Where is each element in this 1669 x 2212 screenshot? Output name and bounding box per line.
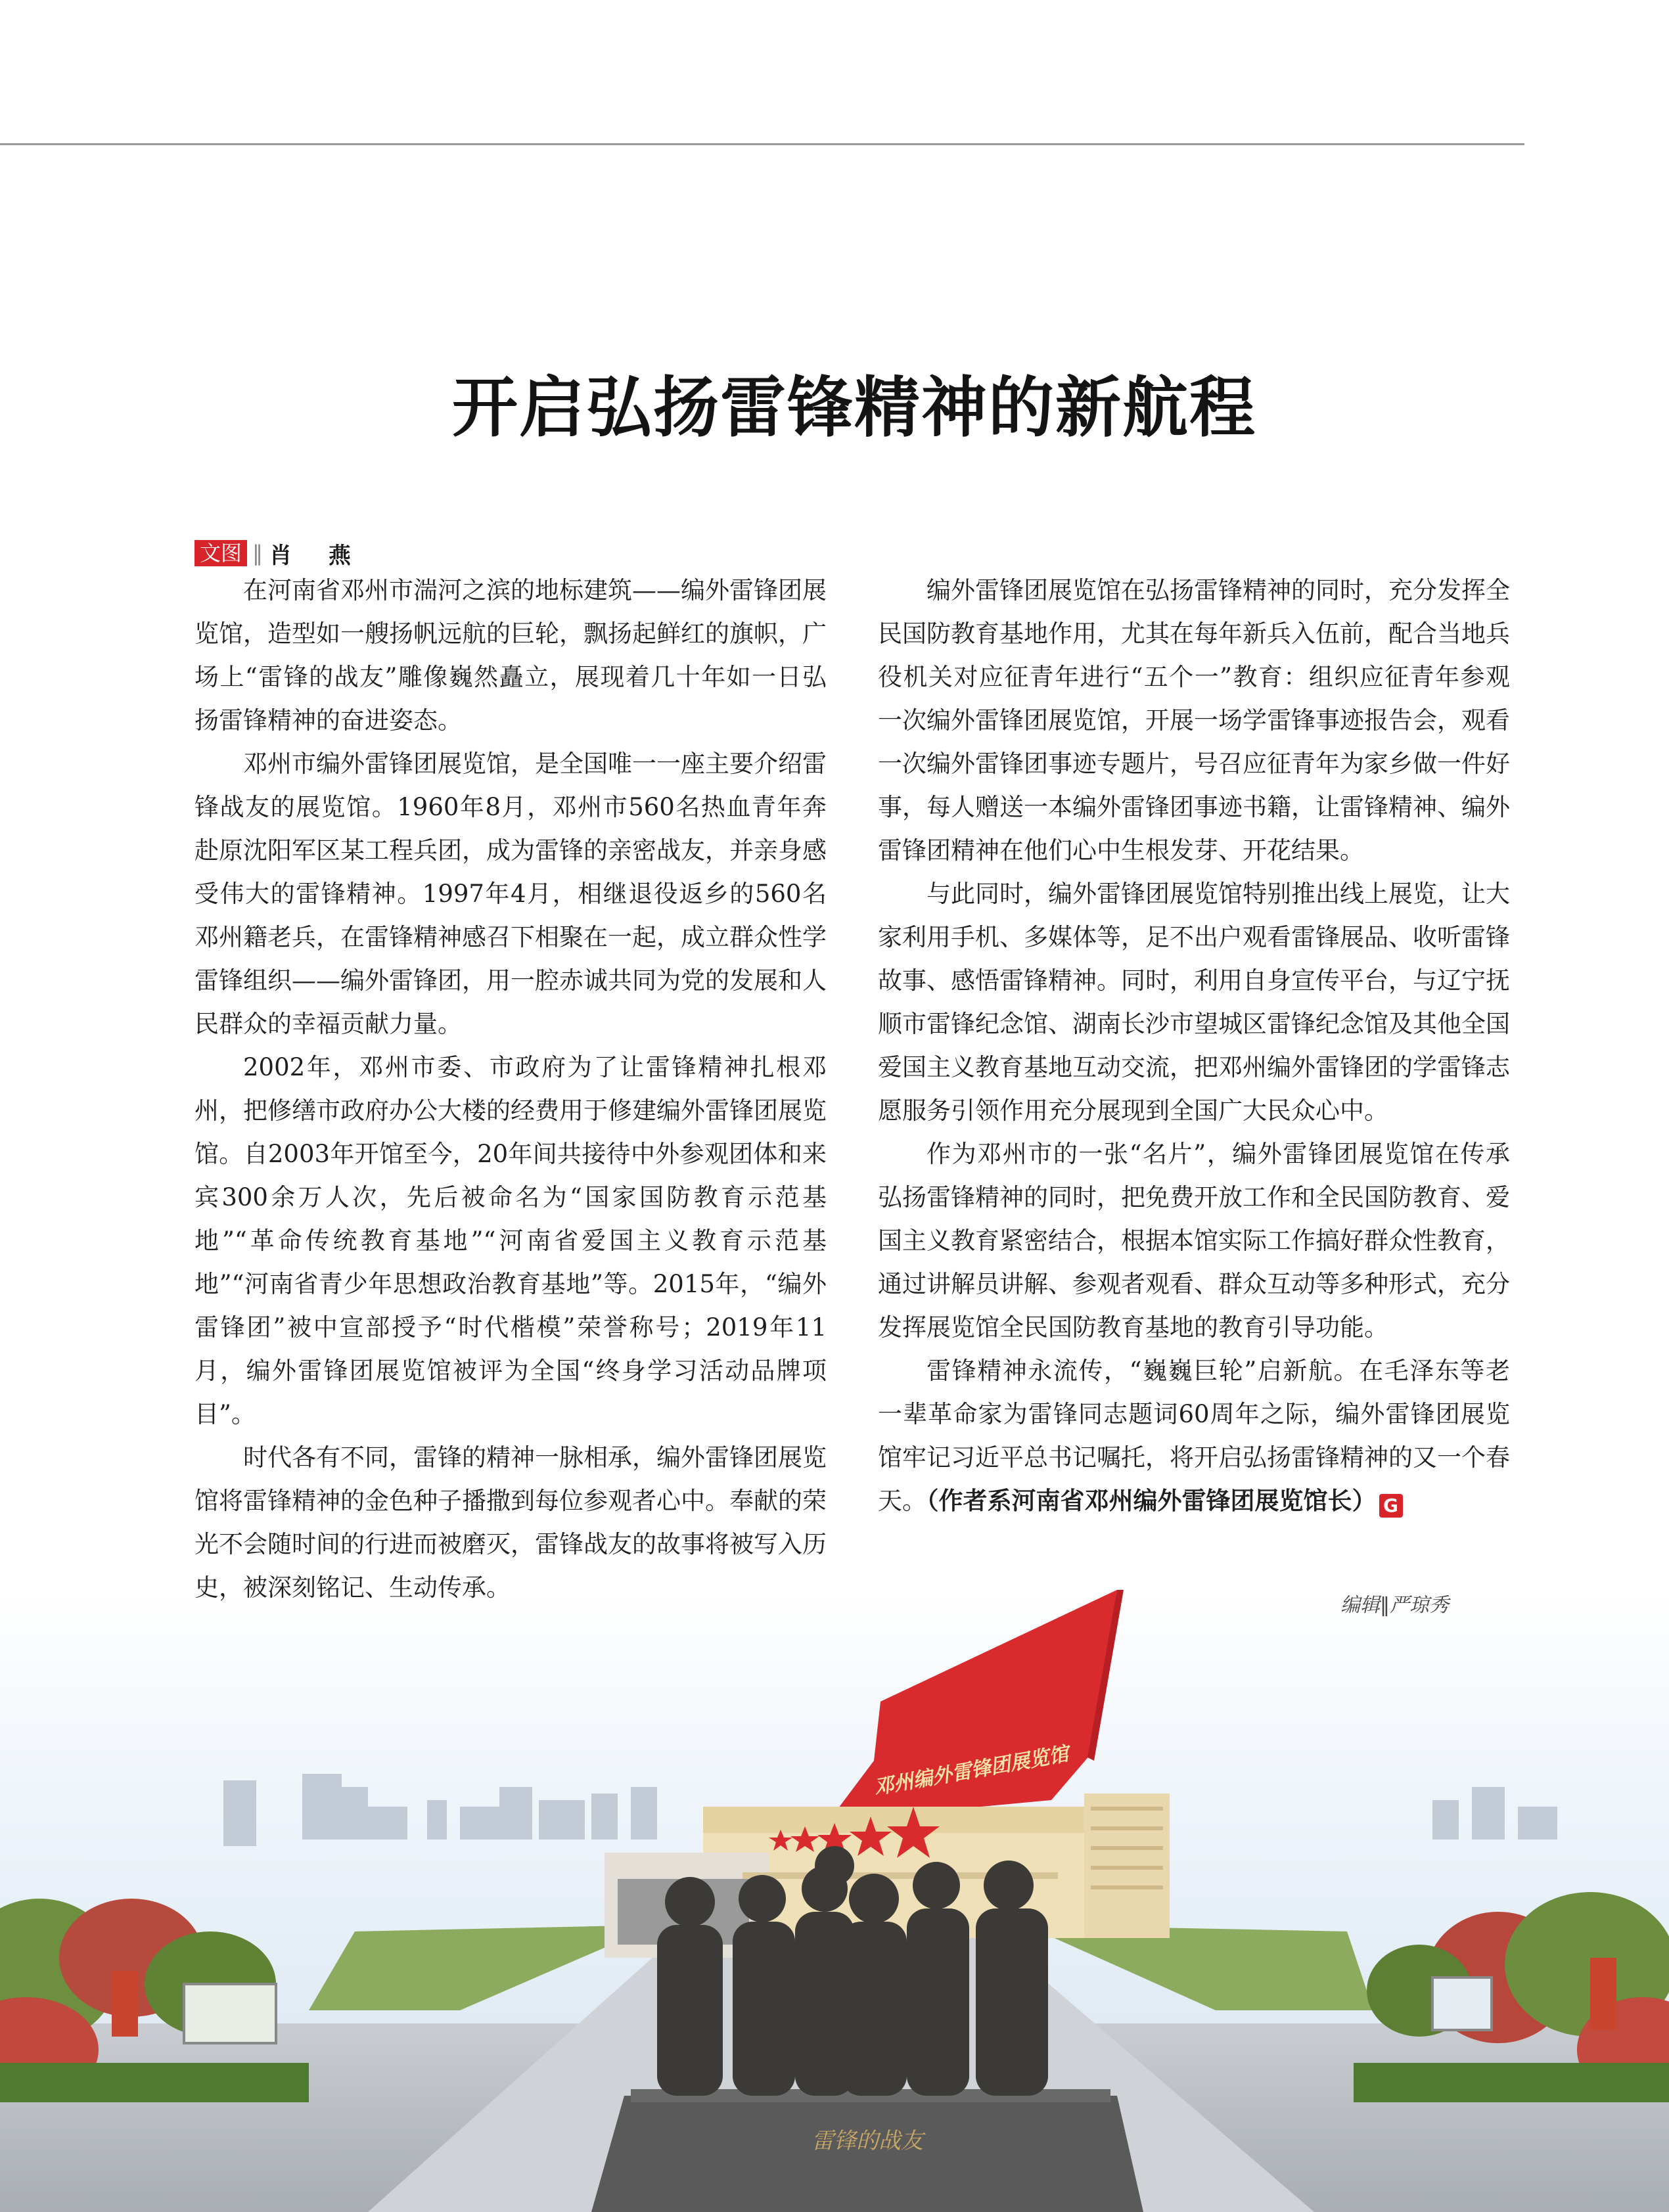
end-mark-icon: G [1379,1494,1403,1518]
paragraph: 编外雷锋团展览馆在弘扬雷锋精神的同时，充分发挥全民国防教育基地作用，尤其在每年新兵入伍前，配合当地兵役机关对应征青年进行“五个一”教育：组织应征青年参观一次编外雷锋团展览馆，开展一场学雷锋事迹报告会，观看一次编外雷锋团事迹专题片，号召应征青年为家乡做一件好事，每人赠送一本编外雷锋团事迹书籍，让雷锋精神、编外雷锋团精神在他们心中生根发芽、开花结果。 [878,576,1510,865]
paragraph: 时代各有不同，雷锋的精神一脉相承，编外雷锋团展览馆将雷锋精神的金色种子播撒到每位参观者心中。奉献的荣光不会随时间的行进而被磨灭，雷锋战友的故事将被写入历史，被深刻铭记、生动传承。 [194,1443,827,1602]
paragraph: 与此同时，编外雷锋团展览馆特别推出线上展览，让大家利用手机、多媒体等，足不出户观看雷锋展品、收听雷锋故事、感悟雷锋精神。同时，利用自身宣传平台，与辽宁抚顺市雷锋纪念馆、湖南长沙市望城区雷锋纪念馆及其他全国爱国主义教育基地互动交流，把邓州编外雷锋团的学雷锋志愿服务引领作用充分展现到全国广大民众心中。 [878,880,1510,1125]
museum-sign-text: 邓州编外雷锋团展览馆 [872,1742,1071,1799]
closing-paragraph [878,1349,1510,1523]
byline-separator: ‖ [252,541,263,566]
lawn-left [309,1925,657,2010]
paragraph: 作为邓州市的一张“名片”，编外雷锋团展览馆在传承弘扬雷锋精神的同时，把免费开放工作和全民国防教育、爱国主义教育紧密结合，根据本馆实际工作搞好群众性教育，通过讲解员讲解、参观者观看、群众互动等多种形式，充分发挥展览馆全民国防教育基地的教育引导功能。 [878,1140,1510,1342]
author-note: （作者系河南省邓州编外雷锋团展览馆长） [926,1487,1377,1515]
paragraph: 邓州市编外雷锋团展览馆，是全国唯一一座主要介绍雷锋战友的展览馆。1960年8月，邓州市560名热血青年奔赴原沈阳军区某工程兵团，成为雷锋的亲密战友，并亲身感受伟大的雷锋精神。1997年4月，相继退役返乡的560名邓州籍老兵，在雷锋精神感召下相聚在一起，成立群众性学雷锋组织——编外雷锋团，用一腔赤诚共同为党的发展和人民群众的幸福贡献力量。 [194,750,827,1038]
editor-credit: 编辑‖严琼秀 [1340,1594,1449,1617]
city-skyline [223,1774,1557,1846]
byline-author: 肖 燕 [269,542,365,569]
sky [0,1590,1669,2212]
paragraph: 在河南省邓州市湍河之滨的地标建筑——编外雷锋团展览馆，造型如一艘扬帆远航的巨轮，飘扬起鲜红的旗帜，广场上“雷锋的战友”雕像巍然矗立，展现着几十年如一日弘扬雷锋精神的奋进姿态。 [194,576,827,734]
article-title: 开启弘扬雷锋精神的新航程 [452,369,1256,446]
left-column [194,569,827,1610]
museum-building [605,1590,1170,1958]
museum-photo [0,1590,1669,2212]
walkway [368,1918,1314,2212]
museum-sign [867,1754,1078,1787]
trees-right [1354,1892,1669,2102]
byline-tag: 文图 [194,540,247,566]
paragraph: 2002年，邓州市委、市政府为了让雷锋精神扎根邓州，把修缮市政府办公大楼的经费用于修建编外雷锋团展览馆。自2003年开馆至今，20年间共接待中外参观团体和来宾300余万人次，先后被命名为“国家国防教育示范基地”“革命传统教育基地”“河南省爱国主义教育示范基地”“河南省青少年思想政治教育基地”等。2015年，“编外雷锋团”被中宣部授予“时代楷模”荣誉称号；2019年11月，编外雷锋团展览馆被评为全国“终身学习活动品牌项目”。 [194,1053,827,1428]
sail-roof [795,1590,1117,1866]
signboard-right [1432,1977,1492,2030]
statue-pedestal [591,2096,1143,2212]
trees-left [0,1899,309,2102]
closing-text: 雷锋精神永流传，“巍巍巨轮”启新航。在毛泽东等老一辈革命家为雷锋同志题词60周年之际，编外雷锋团展览馆牢记习近平总书记嘱托，将开启弘扬雷锋精神的又一个春天。 [878,1357,1510,1515]
top-rule [0,143,1524,145]
byline [194,540,365,569]
red-stars [769,1807,940,1858]
plaza [0,2023,1669,2212]
statue-figures [657,1846,1048,2096]
statue-plaque-text: 雷锋的战友 [812,2128,923,2154]
right-column [878,569,1510,1523]
signboard-left [184,1984,276,2043]
lawn-right [1025,1925,1373,2010]
